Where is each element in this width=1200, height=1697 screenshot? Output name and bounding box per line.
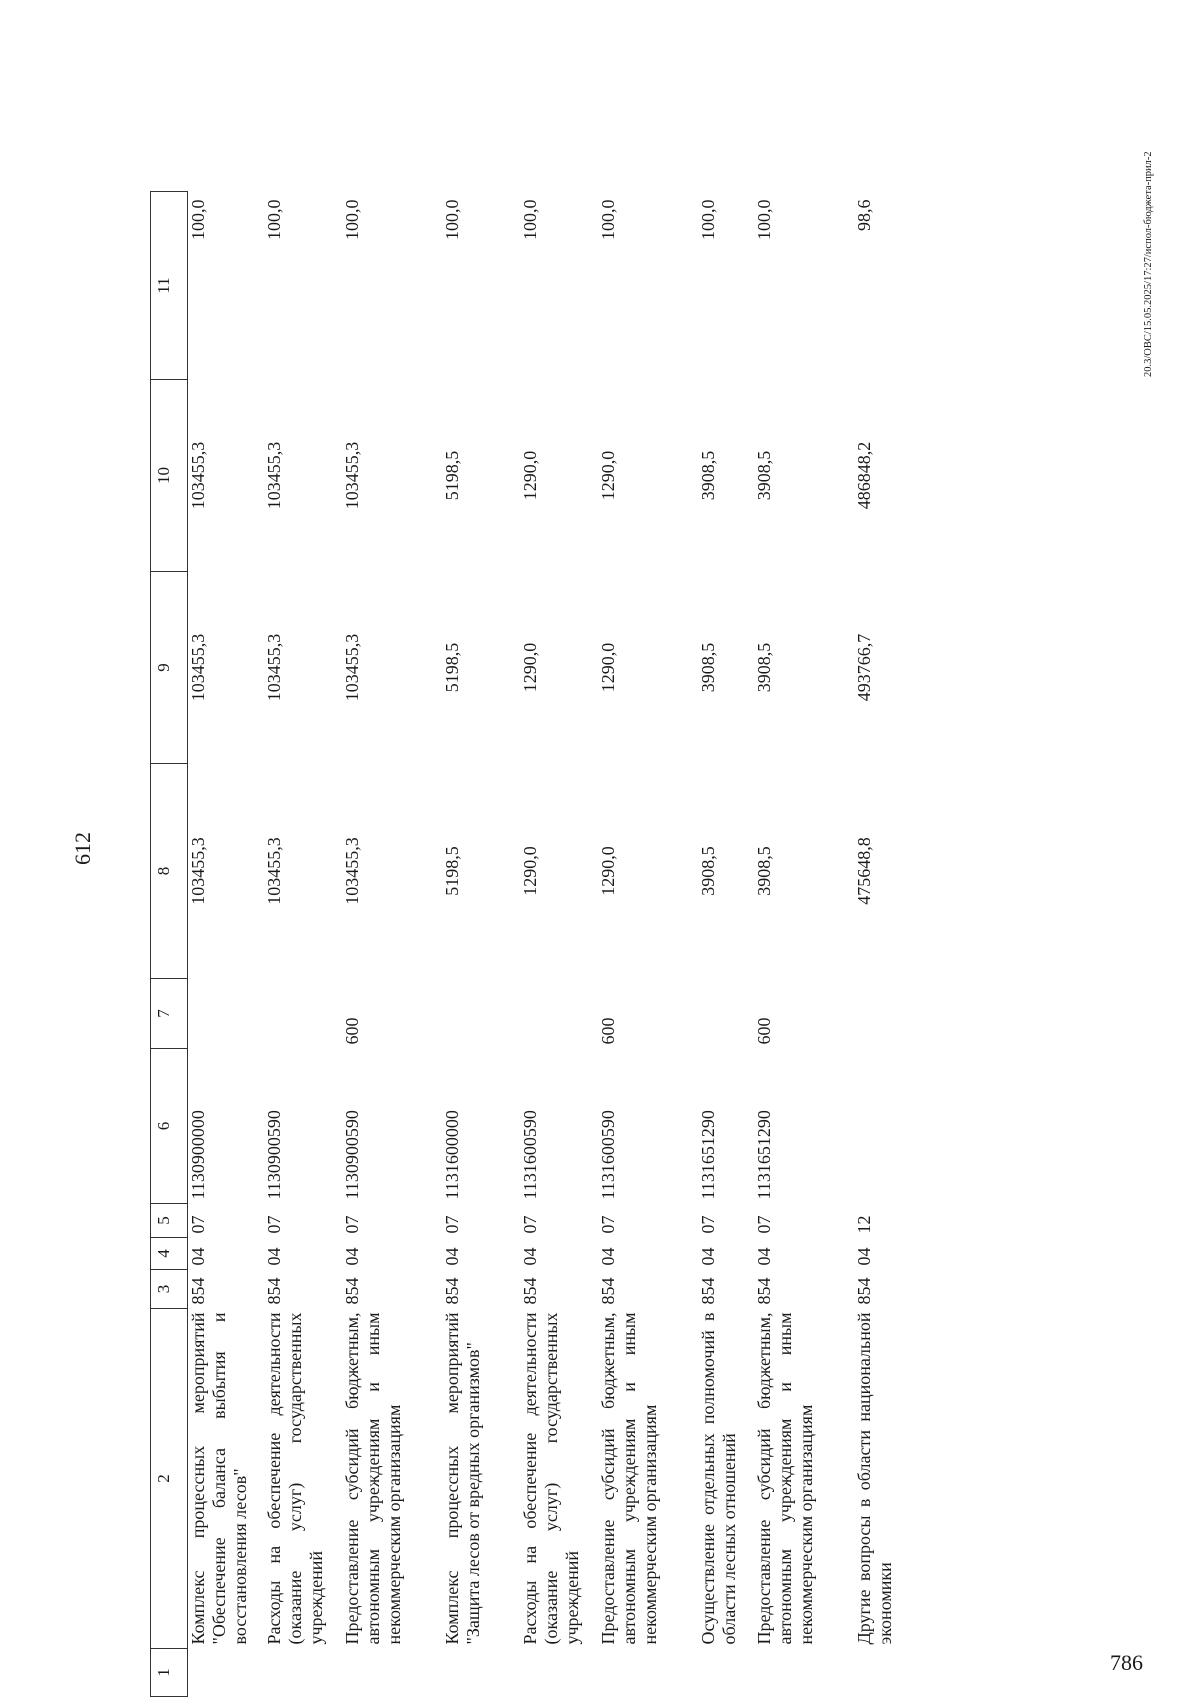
cell-plan: 103455,3 [188, 633, 208, 702]
cell-executed: 3908,5 [698, 450, 718, 501]
cell-target: 1131600590 [598, 1110, 618, 1200]
cell-target: 1131600590 [520, 1110, 540, 1200]
table-row [854, 192, 910, 1697]
cell-type [442, 979, 520, 1049]
cell-executed: 486848,2 [854, 441, 874, 510]
table-row [598, 192, 698, 1697]
cell-approved: 3908,5 [754, 846, 774, 896]
cell-plan: 1290,0 [598, 642, 618, 693]
row-name: Осуществление отдельных полномочий в области лесных отношений [698, 1312, 739, 1645]
cell-subsection: 07 [754, 1215, 774, 1234]
cell-executed: 5198,5 [442, 450, 462, 501]
cell-section: 04 [188, 1247, 208, 1266]
cell-admin: 854 [442, 1277, 462, 1305]
cell-percent: 100,0 [698, 199, 718, 240]
table-header [151, 192, 188, 1697]
cell-percent: 100,0 [520, 199, 540, 240]
cell-approved: 103455,3 [342, 837, 362, 905]
cell-executed: 1290,0 [598, 450, 618, 501]
cell-target: 1130900590 [342, 1110, 362, 1200]
cell-section: 04 [442, 1247, 462, 1266]
cell-percent: 100,0 [188, 199, 208, 240]
cell-approved: 1290,0 [598, 846, 618, 896]
cell-plan: 1290,0 [520, 642, 540, 693]
cell-type [854, 979, 910, 1049]
cell-admin: 854 [264, 1277, 284, 1305]
cell-percent: 100,0 [342, 199, 362, 240]
header-cell: 2 [151, 1309, 188, 1649]
cell-type: 600 [342, 1017, 362, 1045]
cell-executed: 103455,3 [342, 441, 362, 510]
cell-approved: 1290,0 [520, 846, 540, 896]
cell-subsection: 07 [264, 1215, 284, 1234]
row-name: Предоставление субсидий бюджетным, автономным учреждениям и иным некоммерческим организациям [342, 1312, 404, 1645]
cell-section: 04 [754, 1247, 774, 1266]
cell-type: 600 [754, 1017, 774, 1045]
cell-plan: 5198,5 [442, 642, 462, 693]
row-name: Другие вопросы в области национальной экономики [854, 1312, 895, 1645]
table-row [698, 192, 754, 1697]
cell-target: 1130900000 [188, 1110, 208, 1200]
cell-section: 04 [264, 1247, 284, 1266]
cell-section: 04 [854, 1247, 874, 1266]
cell-subsection: 07 [598, 1215, 618, 1234]
row-name: Расходы на обеспечение деятельности (оказание услуг) государственных учреждений [264, 1312, 326, 1645]
cell-admin: 854 [342, 1277, 362, 1305]
cell-admin: 854 [188, 1277, 208, 1305]
header-cell: 8 [151, 764, 188, 979]
cell-admin: 854 [854, 1277, 874, 1305]
table-row [520, 192, 598, 1697]
budget-table [150, 191, 910, 1697]
cell-subsection: 07 [520, 1215, 540, 1234]
header-cell: 10 [151, 380, 188, 572]
cell-target: 1131651290 [754, 1110, 774, 1200]
cell-plan: 103455,3 [342, 633, 362, 702]
cell-approved: 103455,3 [264, 837, 284, 905]
header-cell: 11 [151, 192, 188, 380]
cell-subsection: 12 [854, 1215, 874, 1234]
cell-approved: 475648,8 [854, 837, 874, 905]
row-name: Расходы на обеспечение деятельности (оказание услуг) государственных учреждений [520, 1312, 582, 1645]
cell-subsection: 07 [698, 1215, 718, 1234]
cell-target [854, 1049, 910, 1204]
cell-subsection: 07 [342, 1215, 362, 1234]
table-row [342, 192, 442, 1697]
header-cell: 3 [151, 1270, 188, 1309]
cell-type [188, 979, 265, 1049]
cell-target: 1131651290 [698, 1110, 718, 1200]
header-cell: 4 [151, 1238, 188, 1270]
header-cell: 7 [151, 979, 188, 1049]
cell-executed: 103455,3 [188, 441, 208, 510]
cell-admin: 854 [520, 1277, 540, 1305]
cell-approved: 103455,3 [188, 837, 208, 905]
cell-approved: 3908,5 [698, 846, 718, 896]
row-name: Комплекс процессных мероприятий "Обеспечение баланса выбытия и восстановления лесов" [188, 1312, 250, 1645]
cell-plan: 3908,5 [754, 642, 774, 693]
cell-section: 04 [342, 1247, 362, 1266]
header-cell: 9 [151, 572, 188, 764]
cell-type [520, 979, 598, 1049]
cell-admin: 854 [598, 1277, 618, 1305]
footer-code: 20.3/OBC/15.05.2025/17:27/испол-бюджета-прил-2 [1143, 151, 1154, 377]
table-row [188, 192, 265, 1697]
cell-percent: 100,0 [442, 199, 462, 240]
cell-target: 1131600000 [442, 1110, 462, 1200]
cell-percent: 100,0 [754, 199, 774, 240]
cell-admin: 854 [754, 1277, 774, 1305]
cell-executed: 103455,3 [264, 441, 284, 510]
table-row [754, 192, 854, 1697]
cell-type [698, 979, 754, 1049]
cell-section: 04 [598, 1247, 618, 1266]
cell-percent: 100,0 [598, 199, 618, 240]
cell-plan: 103455,3 [264, 633, 284, 702]
table-row [264, 192, 342, 1697]
row-name: Комплекс процессных мероприятий "Защита лесов от вредных организмов" [442, 1312, 483, 1645]
cell-type [264, 979, 342, 1049]
cell-section: 04 [520, 1247, 540, 1266]
cell-percent: 100,0 [264, 199, 284, 240]
header-cell: 6 [151, 1049, 188, 1204]
sheet-number: 786 [1110, 1650, 1143, 1675]
cell-admin: 854 [698, 1277, 718, 1305]
table-row [442, 192, 520, 1697]
cell-plan: 493766,7 [854, 633, 874, 702]
cell-subsection: 07 [442, 1215, 462, 1234]
cell-approved: 5198,5 [442, 846, 462, 896]
cell-type: 600 [598, 1017, 618, 1045]
cell-subsection: 07 [188, 1215, 208, 1234]
page-number: 612 [70, 832, 95, 865]
row-name: Предоставление субсидий бюджетным, автономным учреждениям и иным некоммерческим организациям [598, 1312, 660, 1645]
header-cell: 1 [151, 1649, 188, 1697]
cell-target: 1130900590 [264, 1110, 284, 1200]
cell-executed: 1290,0 [520, 450, 540, 501]
header-cell: 5 [151, 1204, 188, 1238]
cell-section: 04 [698, 1247, 718, 1266]
cell-executed: 3908,5 [754, 450, 774, 501]
cell-plan: 3908,5 [698, 642, 718, 693]
cell-percent: 98,6 [854, 199, 874, 231]
row-name: Предоставление субсидий бюджетным, автономным учреждениям и иным некоммерческим организациям [754, 1312, 816, 1645]
